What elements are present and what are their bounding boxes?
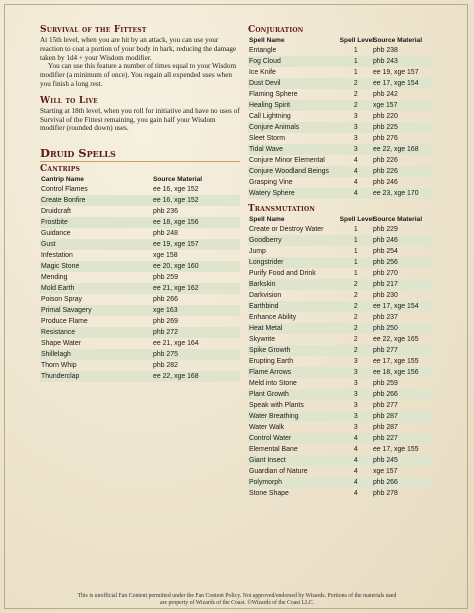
table-cell: phb 276 <box>372 135 398 142</box>
table-cell: 2 <box>339 279 372 290</box>
table-cell: phb 248 <box>153 230 178 238</box>
table-row <box>40 349 240 360</box>
table-cell: 2 <box>339 78 372 89</box>
table-cell: Polymorph <box>248 477 339 488</box>
table-row <box>248 433 433 444</box>
table-cell: Spike Growth <box>248 345 339 356</box>
table-row <box>248 177 433 188</box>
table-cell: 4 <box>339 166 372 177</box>
table-row <box>40 338 240 349</box>
table-cell: phb 246 <box>372 235 433 246</box>
section-heading: Will to Live <box>40 95 99 106</box>
section-paragraph: At 15th level, when you are hit by an attack, you can use your reaction to coat a portion of your body in bark, reducing the damage taken by 1d4 + your Wisdom modifier. <box>40 36 237 62</box>
table-cell: Conjure Minor Elemental <box>249 157 325 164</box>
table-cell: 2 <box>339 345 372 356</box>
table-row <box>248 246 433 257</box>
table-row <box>248 312 433 323</box>
table-cell: ee 18, xge 156 <box>372 367 433 378</box>
table-cell: Elemental Bane <box>249 446 298 453</box>
druid-spells-heading: Druid Spells <box>40 146 116 161</box>
table-cell: Fog Cloud <box>248 56 339 67</box>
table-row <box>40 272 240 283</box>
table-cell: 4 <box>339 455 372 466</box>
table-cell: Thunderclap <box>40 371 152 382</box>
table-cell: phb 242 <box>372 91 398 98</box>
table-row <box>40 283 240 294</box>
table-cell: phb 282 <box>153 362 178 370</box>
table-row <box>248 166 433 177</box>
table-cell: Grasping Vine <box>249 179 293 186</box>
table-cell: 4 <box>353 179 358 186</box>
column-header: Spell Level <box>339 37 375 44</box>
table-cell: ee 16, xge 152 <box>153 186 199 194</box>
table-cell: Longstrider <box>248 257 339 268</box>
table-cell: phb 270 <box>372 270 398 277</box>
table-cell: Control Water <box>248 433 339 444</box>
table-cell: phb 226 <box>372 157 398 164</box>
table-row <box>248 488 433 499</box>
table-row <box>248 378 433 389</box>
left-column <box>40 25 240 382</box>
table-cell: 2 <box>339 301 372 312</box>
column-header: Spell Name <box>249 216 285 223</box>
conjuration-table <box>248 36 433 199</box>
table-cell: Shillelagh <box>40 349 152 360</box>
table-cell: Conjure Woodland Beings <box>248 166 339 177</box>
table-row <box>40 316 240 327</box>
table-row <box>248 477 433 488</box>
table-cell: 3 <box>353 424 358 431</box>
table-row <box>248 224 433 235</box>
table-cell: phb 254 <box>372 248 398 255</box>
table-row <box>248 422 433 433</box>
table-cell: ee 17, xge 155 <box>372 358 419 365</box>
table-cell: Erupting Earth <box>249 358 294 365</box>
table-cell: ee 23, xge 170 <box>372 188 433 199</box>
column-header: Cantrip Name <box>41 176 84 184</box>
table-cell: phb 220 <box>372 113 398 120</box>
table-cell: phb 259 <box>153 274 178 282</box>
table-cell: 4 <box>353 157 358 164</box>
table-row <box>248 235 433 246</box>
table-cell: Guidance <box>41 230 71 238</box>
table-row <box>248 89 433 100</box>
table-cell: Flame Arrows <box>248 367 339 378</box>
table-row <box>248 45 433 56</box>
table-row <box>248 290 433 301</box>
table-header-row <box>248 36 433 45</box>
table-cell: Goodberry <box>248 235 339 246</box>
table-cell: Produce Flame <box>41 318 88 326</box>
table-row <box>248 444 433 455</box>
table-cell: Entangle <box>249 47 277 54</box>
table-cell: Control Flames <box>41 186 88 194</box>
table-cell: xge 157 <box>372 100 433 111</box>
table-cell: 4 <box>353 490 358 497</box>
table-cell: phb 266 <box>372 389 433 400</box>
column-header: Spell Level <box>339 216 375 223</box>
table-cell: Jump <box>249 248 266 255</box>
table-cell: phb 277 <box>372 345 433 356</box>
section-heading: Survival of the Fittest <box>40 25 147 35</box>
footer-line: This is unofficial Fan Content permitted under the Fan Content Policy. Not approved/endorsed by Wizards. Portions of the materials used <box>77 593 397 599</box>
table-cell: xge 163 <box>152 305 240 316</box>
table-row <box>248 367 433 378</box>
table-cell: ee 21, xge 164 <box>153 340 199 348</box>
table-row <box>40 239 240 250</box>
table-row <box>40 261 240 272</box>
table-cell: phb 256 <box>372 257 433 268</box>
table-row <box>248 122 433 133</box>
table-cell: 3 <box>353 113 358 120</box>
table-cell: ee 17, xge 154 <box>372 301 433 312</box>
table-row <box>248 455 433 466</box>
table-cell: phb 227 <box>372 433 433 444</box>
table-cell: 2 <box>353 314 358 321</box>
table-cell: 2 <box>353 292 358 299</box>
table-row <box>248 323 433 334</box>
table-cell: 1 <box>339 56 372 67</box>
table-cell: phb 246 <box>372 179 398 186</box>
table-row <box>248 188 433 199</box>
table-cell: ee 17, xge 154 <box>372 78 433 89</box>
table-cell: phb 245 <box>372 455 433 466</box>
table-cell: phb 225 <box>372 122 433 133</box>
table-cell: Primal Savagery <box>40 305 152 316</box>
table-cell: Mending <box>41 274 68 282</box>
table-row <box>248 78 433 89</box>
table-cell: phb 277 <box>372 402 398 409</box>
table-header-row <box>40 175 240 184</box>
conjuration-table-body <box>248 45 433 199</box>
table-cell: ee 22, xge 168 <box>152 371 240 382</box>
table-cell: Guardian of Nature <box>249 468 308 475</box>
footer-line: are property of Wizards of the Coast. ©Wizards of the Coast LLC. <box>159 600 315 606</box>
table-header-row <box>248 215 433 224</box>
table-cell: 3 <box>339 411 372 422</box>
table-cell: 4 <box>353 468 358 475</box>
table-cell: 1 <box>353 69 358 76</box>
table-row <box>248 400 433 411</box>
table-row <box>40 294 240 305</box>
table-cell: Frostbite <box>40 217 152 228</box>
table-cell: Meld into Stone <box>249 380 297 387</box>
table-row <box>40 195 240 206</box>
table-cell: Create or Destroy Water <box>249 226 324 233</box>
table-row <box>248 268 433 279</box>
section-survival <box>40 25 240 89</box>
table-cell: phb 217 <box>372 279 433 290</box>
table-cell: phb 287 <box>372 411 433 422</box>
table-cell: 2 <box>339 323 372 334</box>
table-cell: phb 287 <box>372 424 398 431</box>
table-row <box>248 144 433 155</box>
table-cell: ee 22, xge 168 <box>372 144 433 155</box>
transmutation-heading: Transmutation <box>248 204 316 214</box>
table-cell: ee 16, xge 152 <box>152 195 240 206</box>
table-cell: Call Lightning <box>249 113 291 120</box>
table-cell: Water Walk <box>249 424 285 431</box>
table-cell: Thorn Whip <box>41 362 77 370</box>
section-paragraph: You can use this feature a number of times equal to your Wisdom modifier (a minimum of once). You regain all expended uses when you finish a long rest. <box>40 62 237 88</box>
table-cell: phb 259 <box>372 380 398 387</box>
table-cell: 1 <box>353 270 358 277</box>
table-cell: 4 <box>339 188 372 199</box>
table-row <box>248 155 433 166</box>
cantrips-heading: Cantrips <box>40 164 81 175</box>
table-row <box>40 327 240 338</box>
table-cell: Purify Food and Drink <box>249 270 316 277</box>
table-cell: 3 <box>353 380 358 387</box>
table-cell: 3 <box>339 122 372 133</box>
table-cell: Magic Stone <box>40 261 152 272</box>
conjuration-heading: Conjuration <box>248 25 304 35</box>
table-cell: Dust Devil <box>248 78 339 89</box>
table-cell: ee 19, xge 157 <box>372 69 419 76</box>
table-cell: Sleet Storm <box>249 135 285 142</box>
table-cell: ee 20, xge 160 <box>152 261 240 272</box>
table-cell: 3 <box>339 389 372 400</box>
table-cell: Mold Earth <box>40 283 152 294</box>
transmutation-table-body <box>248 224 433 499</box>
table-cell: Ice Knife <box>249 69 276 76</box>
table-cell: phb 230 <box>372 292 398 299</box>
table-cell: phb 250 <box>372 323 433 334</box>
table-row <box>40 305 240 316</box>
table-cell: 4 <box>339 433 372 444</box>
table-row <box>248 411 433 422</box>
table-cell: Flaming Sphere <box>249 91 298 98</box>
table-row <box>40 360 240 371</box>
table-cell: 1 <box>339 235 372 246</box>
table-row <box>248 466 433 477</box>
table-row <box>40 184 240 195</box>
section-will-to-live <box>40 96 240 133</box>
section-paragraph: Starting at 18th level, when you roll for initiative and have no uses of Survival of the Fittest remaining, you gain half your Wisdom modifier (rounded down) uses. <box>40 106 240 133</box>
table-row <box>248 279 433 290</box>
table-row <box>40 206 240 217</box>
table-cell: phb 236 <box>153 208 178 216</box>
table-cell: 3 <box>353 358 358 365</box>
table-cell: 2 <box>339 100 372 111</box>
table-cell: 4 <box>353 446 358 453</box>
table-cell: Heat Metal <box>248 323 339 334</box>
table-row <box>248 111 433 122</box>
table-cell: Create Bonfire <box>40 195 152 206</box>
table-cell: Shape Water <box>41 340 81 348</box>
table-row <box>248 356 433 367</box>
table-row <box>248 334 433 345</box>
table-row <box>248 389 433 400</box>
table-cell: Earthbind <box>248 301 339 312</box>
transmutation-table <box>248 215 433 499</box>
table-cell: phb 238 <box>372 47 398 54</box>
column-header: Spell Name <box>249 37 285 44</box>
table-cell: phb 243 <box>372 56 433 67</box>
table-cell: Watery Sphere <box>248 188 339 199</box>
table-cell: Barkskin <box>248 279 339 290</box>
table-cell: Conjure Animals <box>248 122 339 133</box>
table-row <box>248 100 433 111</box>
table-cell: phb 275 <box>152 349 240 360</box>
table-cell: ee 17, xge 155 <box>372 446 419 453</box>
table-cell: Tidal Wave <box>248 144 339 155</box>
table-cell: phb 266 <box>153 296 178 304</box>
table-cell: ee 21, xge 162 <box>152 283 240 294</box>
footer-legal <box>0 593 474 607</box>
table-cell: 1 <box>353 47 358 54</box>
table-cell: Enhance Ability <box>249 314 297 321</box>
table-row <box>40 250 240 261</box>
table-cell: xge 158 <box>153 252 178 260</box>
table-cell: 3 <box>353 135 358 142</box>
table-cell: 3 <box>339 144 372 155</box>
table-cell: Druidcraft <box>41 208 71 216</box>
table-row <box>248 67 433 78</box>
table-cell: ee 22, xge 165 <box>372 336 419 343</box>
table-cell: phb 266 <box>372 477 433 488</box>
table-cell: Darkvision <box>249 292 282 299</box>
table-row <box>248 301 433 312</box>
table-cell: Plant Growth <box>248 389 339 400</box>
table-cell: phb 229 <box>372 226 398 233</box>
table-cell: Infestation <box>41 252 73 260</box>
table-cell: Speak with Plants <box>249 402 304 409</box>
table-cell: Giant Insect <box>248 455 339 466</box>
table-cell: 3 <box>339 367 372 378</box>
table-cell: ee 18, xge 156 <box>152 217 240 228</box>
table-row <box>40 217 240 228</box>
table-cell: phb 226 <box>372 166 433 177</box>
table-cell: 3 <box>353 402 358 409</box>
table-cell: xge 157 <box>372 468 398 475</box>
table-cell: Skywrite <box>249 336 276 343</box>
table-cell: phb 269 <box>153 318 178 326</box>
table-cell: 4 <box>339 477 372 488</box>
table-row <box>40 228 240 239</box>
table-cell: phb 237 <box>372 314 398 321</box>
table-cell: Poison Spray <box>41 296 82 304</box>
cantrips-table-body <box>40 184 240 382</box>
table-cell: Water Breathing <box>248 411 339 422</box>
table-cell: Resistance <box>40 327 152 338</box>
heading-rule <box>40 161 240 162</box>
column-header: Source Material <box>153 176 203 184</box>
table-cell: 2 <box>353 336 358 343</box>
table-row <box>248 345 433 356</box>
column-header: Source Material <box>372 37 423 44</box>
table-row <box>248 133 433 144</box>
table-cell: 1 <box>339 257 372 268</box>
table-row <box>248 257 433 268</box>
right-column <box>248 25 433 499</box>
table-cell: 1 <box>353 248 358 255</box>
table-row <box>248 56 433 67</box>
cantrips-table <box>40 175 240 382</box>
table-cell: 2 <box>353 91 358 98</box>
table-row <box>40 371 240 382</box>
table-cell: 1 <box>353 226 358 233</box>
table-cell: Healing Spirit <box>248 100 339 111</box>
table-cell: Gust <box>40 239 152 250</box>
table-cell: ee 19, xge 157 <box>152 239 240 250</box>
table-cell: phb 278 <box>372 490 398 497</box>
table-cell: phb 272 <box>152 327 240 338</box>
table-cell: Stone Shape <box>249 490 289 497</box>
column-header: Source Material <box>372 216 423 223</box>
